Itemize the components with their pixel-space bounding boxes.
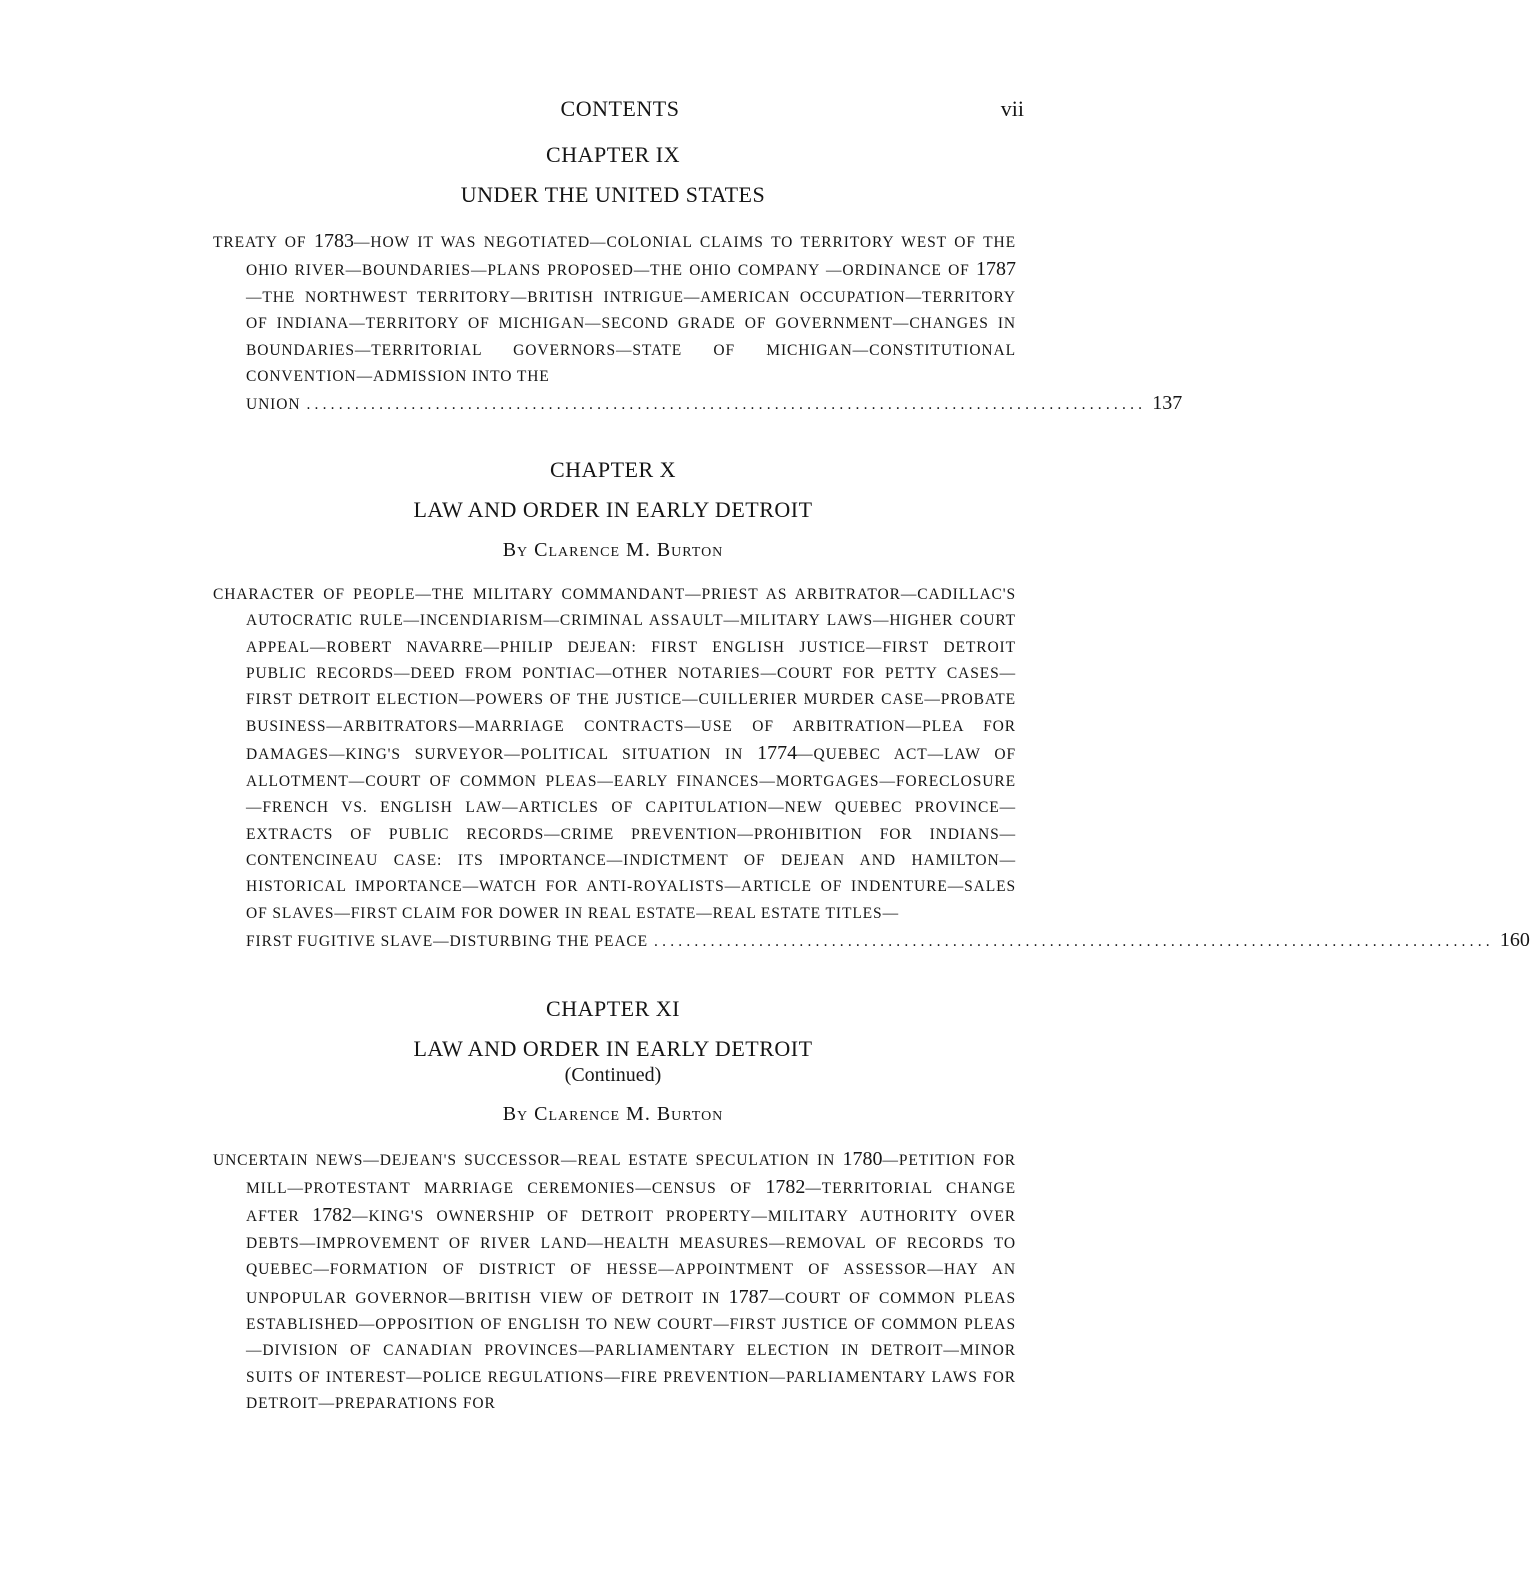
year: 1782: [312, 1204, 353, 1227]
year: 1774: [757, 742, 798, 765]
chapter-page-number: 160: [1499, 929, 1530, 952]
dot-leader: ........................................................................................................: [306, 396, 1147, 414]
chapter-number: CHAPTER XI: [546, 995, 680, 1021]
contents-text: —KING'S OWNERSHIP OF DETROIT PROPERTY—MILITARY AUTHORITY OVER DEBTS—IMPROVEMENT OF RIVER LAND—HEALTH MEASURES—REMOVAL OF RECORDS TO QUEBEC—FORMATION OF DISTRICT OF HESSE—APPOINTMENT OF ASSESSOR—HAY AN UNPOPULAR GOVERNOR—BRITISH VIEW OF DETROIT IN: [246, 1208, 1016, 1307]
chapter-number: CHAPTER X: [549, 456, 677, 482]
dot-leader: ........................................................................................................: [654, 933, 1494, 951]
year: 1787: [976, 258, 1016, 281]
contents-text: UNION: [246, 396, 301, 414]
chapter-contents: [213, 582, 1530, 956]
chapter-page-number: 137: [1152, 392, 1183, 415]
chapter-byline: By Clarence M. Burton: [502, 1102, 724, 1125]
chapter-number: CHAPTER IX: [546, 142, 680, 167]
contents-text: —THE NORTHWEST TERRITORY—BRITISH INTRIGUE—AMERICAN OCCUPATION—TERRITORY OF INDIANA—TERRITORY OF MICHIGAN—SECOND GRADE OF GOVERNMENT—CHANGES IN BOUNDARIES—TERRITORIAL GOVERNORS—STATE OF MICHIGAN—CONSTITUTIONAL CONVENTION—ADMISSION INTO THE: [246, 288, 1016, 386]
contents-text: —HOW IT WAS NEGOTIATED—COLONIAL CLAIMS TO TERRITORY WEST OF THE OHIO RIVER—BOUNDARIES—PLANS PROPOSED—THE OHIO COMPANY —ORDINANCE OF: [246, 234, 1016, 280]
chapter-byline: By Clarence M. Burton: [502, 538, 724, 561]
contents-text: CHARACTER OF PEOPLE—THE MILITARY COMMANDANT—PRIEST AS ARBITRATOR—CADILLAC'S AUTOCRATIC RULE—INCENDIARISM—CRIMINAL ASSAULT—MILITARY LAWS—HIGHER COURT APPEAL—ROBERT NAVARRE—PHILIP DEJEAN: FIRST ENGLISH JUSTICE—FIRST DETROIT PUBLIC RECORDS—DEED FROM PONTIAC—OTHER NOTARIES—COURT FOR PETTY CASES—FIRST DETROIT ELECTION—POWERS OF THE JUSTICE—CUILLERIER MURDER CASE—PROBATE BUSINESS—ARBITRATORS—MARRIAGE CONTRACTS—USE OF ARBITRATION—PLEA FOR DAMAGES—KING'S SURVEYOR—POLITICAL SITUATION IN: [213, 585, 1016, 764]
page-number: vii: [1000, 96, 1024, 121]
contents-text: —PETITION FOR MILL—PROTESTANT MARRIAGE CEREMONIES—CENSUS OF: [246, 1151, 1016, 1197]
chapter-contents: [213, 228, 1183, 419]
contents-text: FIRST FUGITIVE SLAVE—DISTURBING THE PEACE: [246, 933, 649, 951]
contents-last-line: [246, 927, 1530, 955]
chapter-entry: [213, 996, 1016, 1418]
chapter-title: LAW AND ORDER IN EARLY DETROIT: [413, 496, 813, 522]
year: 1780: [842, 1147, 883, 1170]
chapter-contents: [213, 1146, 1016, 1418]
year: 1787: [728, 1285, 769, 1308]
year: 1783: [313, 230, 354, 252]
chapter-entry: [213, 142, 1183, 419]
running-head-title: CONTENTS: [560, 96, 680, 121]
contents-text: —QUEBEC ACT—LAW OF ALLOTMENT—COURT OF COMMON PLEAS—EARLY FINANCES—MORTGAGES—FORECLOSURE—FRENCH VS. ENGLISH LAW—ARTICLES OF CAPITULATION—NEW QUEBEC PROVINCE—EXTRACTS OF PUBLIC RECORDS—CRIME PREVENTION—PROHIBITION FOR INDIANS—CONTENCINEAU CASE: ITS IMPORTANCE—INDICTMENT OF DEJEAN AND HAMILTON—HISTORICAL IMPORTANCE—WATCH FOR ANTI-ROYALISTS—ARTICLE OF INDENTURE—SALES OF SLAVES—FIRST CLAIM FOR DOWER IN REAL ESTATE—REAL ESTATE TITLES—: [246, 746, 1016, 922]
table-of-contents: [213, 142, 1530, 1418]
chapter-subtitle: (Continued): [564, 1063, 662, 1086]
contents-text: TREATY OF: [213, 234, 314, 251]
contents-last-line: [246, 390, 1183, 418]
contents-text: —TERRITORIAL CHANGE AFTER: [246, 1179, 1016, 1226]
chapter-title: LAW AND ORDER IN EARLY DETROIT: [413, 1035, 813, 1061]
chapter-entry: [213, 456, 1530, 956]
running-head: [0, 96, 1191, 126]
year: 1782: [765, 1175, 806, 1198]
contents-text: UNCERTAIN NEWS—DEJEAN'S SUCCESSOR—REAL ESTATE SPECULATION IN: [213, 1151, 843, 1169]
contents-text: —COURT OF COMMON PLEAS ESTABLISHED—OPPOSITION OF ENGLISH TO NEW COURT—FIRST JUSTICE OF COMMON PLEAS—DIVISION OF CANADIAN PROVINCES—PARLIAMENTARY ELECTION IN DETROIT—MINOR SUITS OF INTEREST—POLICE REGULATIONS—FIRE PREVENTION—PARLIAMENTARY LAWS FOR DETROIT—PREPARATIONS FOR: [246, 1289, 1016, 1413]
chapter-title: UNDER THE UNITED STATES: [460, 182, 766, 207]
